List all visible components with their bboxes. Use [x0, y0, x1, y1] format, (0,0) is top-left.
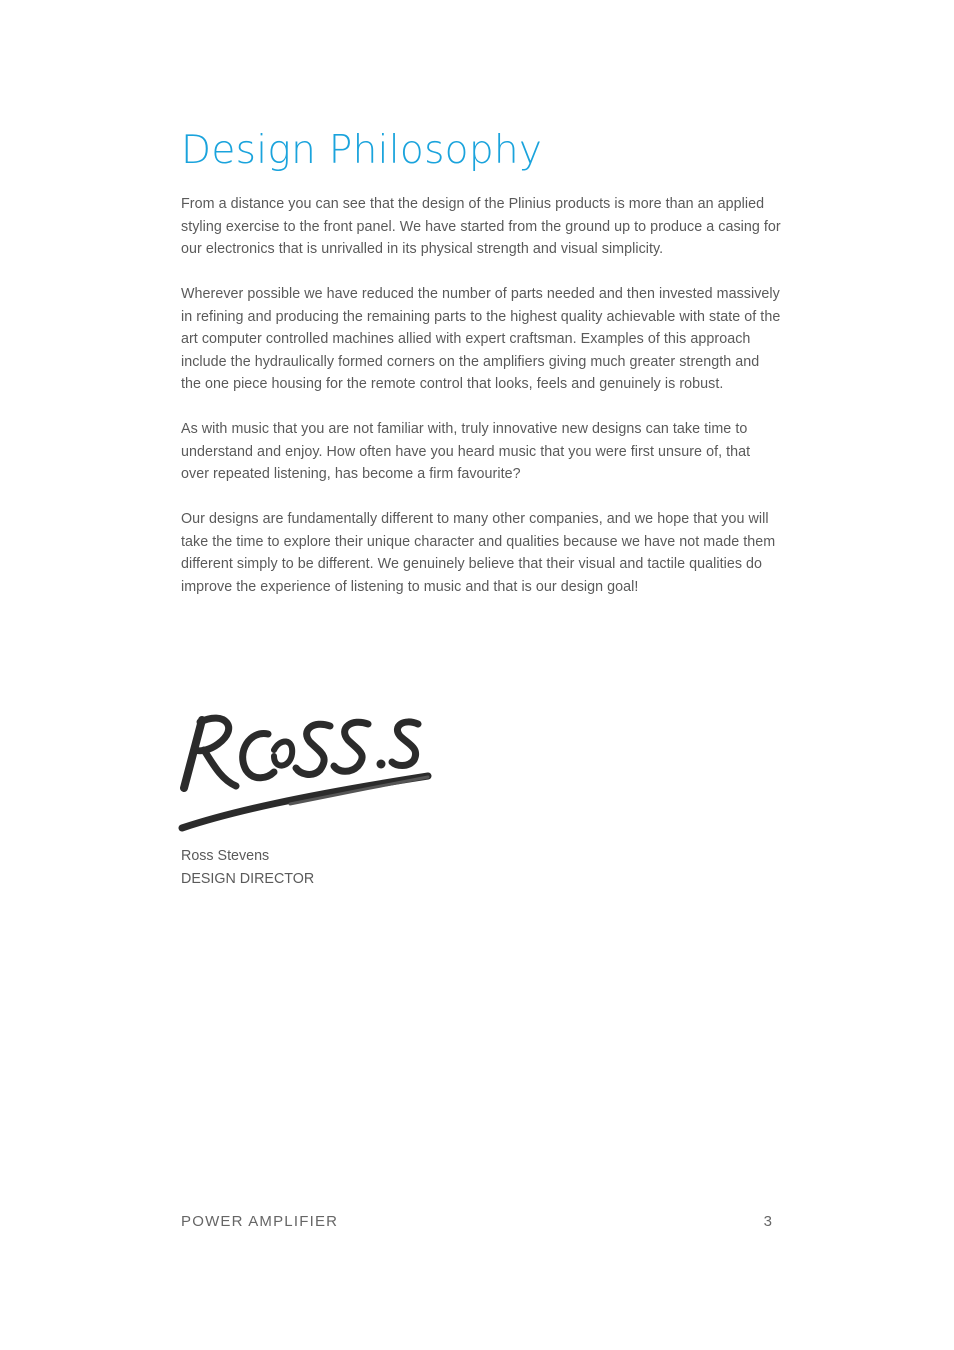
paragraph: Wherever possible we have reduced the number of parts needed and then invested massively in refining and producing the remaining parts to the highest quality achievable with state of the art computer controlled machines allied with expert craftsman. Examples of this approach include the hydraulically formed corners on the amplifiers giving much greater strength and the one piece housing for the remote control that looks, feels and genuinely is robust. — [181, 286, 781, 392]
signer-name: Ross Stevens — [181, 848, 270, 864]
paragraph: As with music that you are not familiar with, truly innovative new designs can take time to understand and enjoy. How often have you heard music that you were first unsure of, that over repeated listening, has become a firm favourite? — [181, 421, 751, 482]
paragraph: From a distance you can see that the design of the Plinius products is more than an applied styling exercise to the front panel. We have started from the ground up to produce a casing for our electronics that is unrivalled in its physical strength and visual simplicity. — [181, 196, 781, 257]
footer-label: POWER AMPLIFIER — [181, 1213, 339, 1230]
signer-role: DESIGN DIRECTOR — [181, 870, 315, 887]
body-text — [181, 193, 781, 621]
paragraph: Our designs are fundamentally different to many other companies, and we hope that you will take the time to explore their unique character and qualities because we have not made them different simply to be different. We genuinely believe that their visual and tactile qualities do improve the experience of listening to music and that is our design goal! — [181, 511, 776, 595]
page-title: Design Philosophy — [181, 128, 543, 173]
signature-image — [170, 700, 435, 840]
signer-block — [181, 845, 314, 890]
page-number: 3 — [763, 1213, 772, 1230]
